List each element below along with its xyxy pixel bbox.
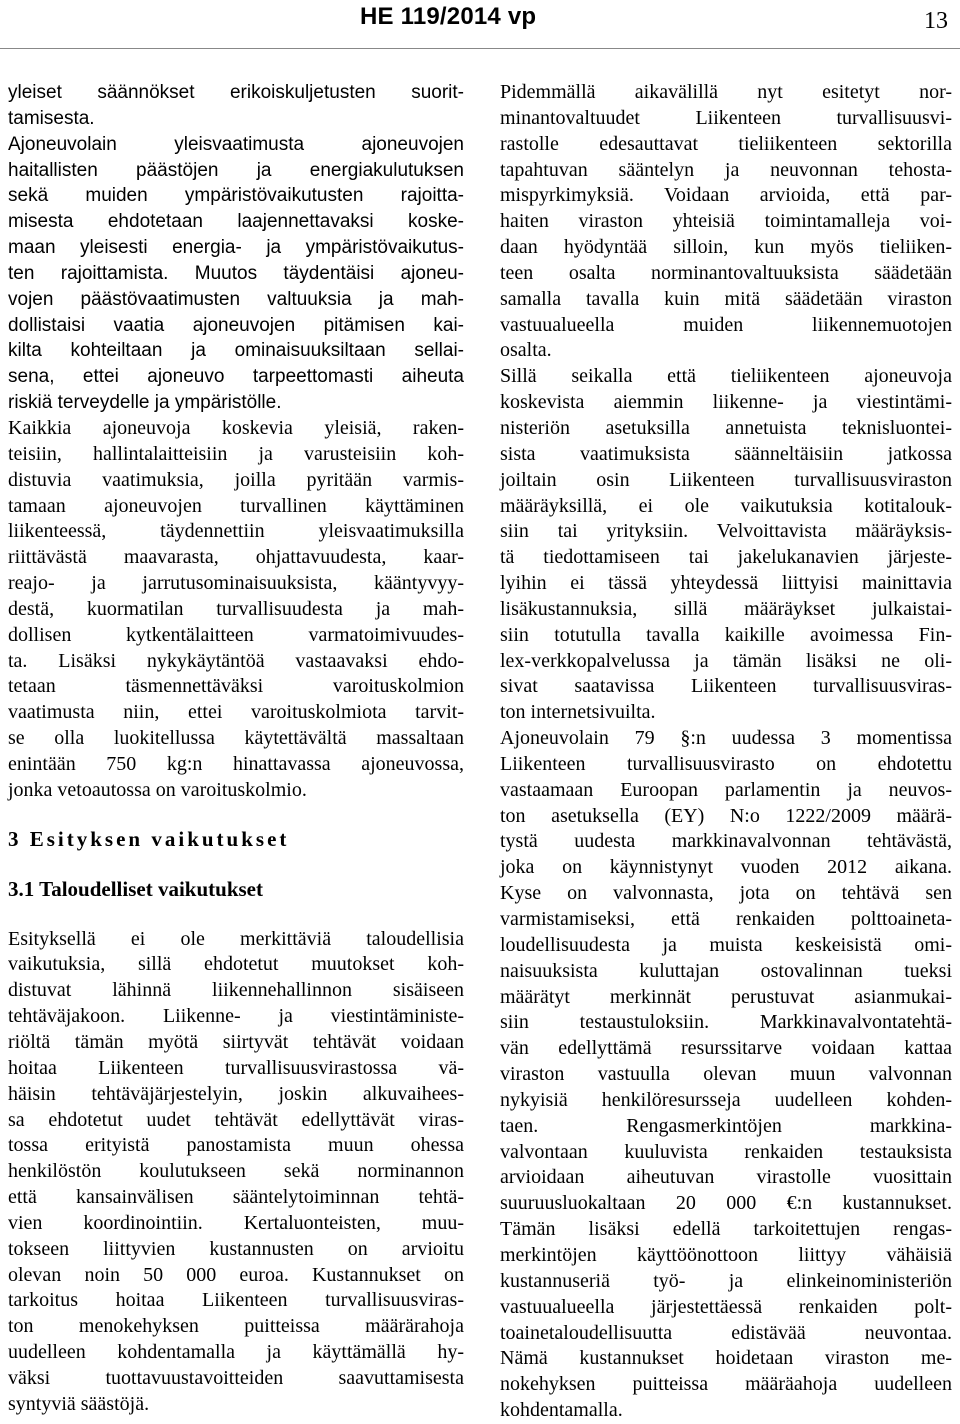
text-line: teen osalta norminantovaltuuksista säädetään	[500, 261, 952, 284]
text-line: Pidemmällä aikavälillä nyt esitetyt nor-	[500, 81, 952, 103]
right-column	[500, 80, 952, 1424]
text-line: distuvat lähinnä liikennehallinnon sisäiseen	[8, 979, 464, 1002]
header-rule	[0, 48, 960, 49]
paragraph-block-3	[8, 927, 464, 1418]
text-line: tetaan täsmennettäväksi varoituskolmion	[8, 675, 464, 698]
text-line: siin totutulla tavalla kaikille avoimessa Fin-	[500, 623, 952, 646]
text-line: arvioidaan aiheutuvan virastolle vuosittain	[500, 1166, 952, 1189]
text-line: sa ehdotetut uudet tehtävät edellyttävät viras-	[8, 1108, 464, 1131]
text-line: sekä muiden ympäristövaikutusten rajoitta-	[8, 185, 464, 207]
page-number: 13	[924, 8, 948, 34]
text-line: henkilöstön koulutukseen sekä norminannon	[8, 1160, 464, 1183]
text-line: kustannuseriä työ- ja elinkeinoministeriön	[500, 1269, 952, 1292]
text-line: ton asetuksella (EY) N:o 1222/2009 määrä-	[500, 804, 952, 827]
text-line: suuruusluokaltaan 20 000 €:n kustannukset.	[500, 1192, 952, 1215]
text-line: väksi tuottavuustavoitteiden saavuttamisesta	[8, 1366, 464, 1389]
text-line: joka on käynnistynyt vuoden 2012 aikana.	[500, 856, 952, 879]
text-line: riöltä tämän myötä siirtyvät tehtävät voidaan	[8, 1031, 464, 1053]
text-line: sena, ettei ajoneuvo tarpeettomasti aiheuta	[8, 366, 464, 388]
text-line: tapahtuvan sääntelyn ja neuvonnan tehosta-	[500, 158, 952, 181]
text-line: haitallisten päästöjen ja energiakulutuksen	[8, 159, 464, 181]
text-line: tehtäväjakoon. Liikenne- ja viestintäministe-	[8, 1005, 464, 1028]
text-line: osalta.	[500, 339, 552, 362]
text-line: haiten viraston yhteisiä toimintamalleja voi-	[500, 210, 952, 233]
paragraph-block-2	[8, 416, 464, 804]
text-line: vastaamaan Euroopan parlamentin ja neuvos-	[500, 778, 952, 801]
text-line: enintään 750 kg:n hinattavassa ajoneuvossa,	[8, 752, 464, 775]
document-id: HE 119/2014 vp	[360, 3, 537, 30]
text-line: Ajoneuvolain yleisvaatimusta ajoneuvojen	[8, 133, 464, 155]
text-line: Sillä seikalla että tieliikenteen ajoneuvoja	[500, 365, 952, 388]
text-line: taen. Rengasmerkintöjen markkina-	[500, 1114, 952, 1137]
text-line: vastuualueella järjestettäessä renkaiden polt-	[500, 1295, 952, 1318]
text-line: varmistamiseksi, että renkaiden polttoaineta-	[500, 908, 952, 930]
text-line: reajo- ja jarrutusominaisuuksista, kääntyvyy-	[8, 572, 464, 595]
text-line: distuvia vaatimuksia, joilla pyritään varmis-	[8, 468, 464, 491]
text-line: samalla tavalla kuin mitä säädetään viraston	[500, 287, 952, 310]
text-line: Tämän lisäksi edellä tarkoitettujen rengas-	[500, 1218, 952, 1241]
text-line: destä, kuormatilan turvallisuudesta ja mah-	[8, 597, 464, 620]
text-line: ten rajoittamista. Muutos täydentäisi ajoneu-	[8, 262, 464, 284]
subsection-heading: 3.1 Taloudelliset vaikutukset	[8, 876, 263, 901]
text-line: uudelleen kohdentamalla ja käyttämällä hy-	[8, 1341, 464, 1364]
text-line: sivat saatavissa Liikenteen turvallisuusviras-	[500, 675, 952, 698]
text-line: kilta kohteiltaan ja ominaisuuksiltaan sellai-	[8, 340, 464, 362]
text-line: lyihin ei tässä yhteydessä liittyisi mainittavia	[500, 572, 952, 595]
text-line: riskiä terveydelle ja ympäristölle.	[8, 392, 282, 414]
text-line: yleiset säännökset erikoiskuljetusten suorit-	[8, 82, 464, 103]
text-line: jonka vetoautossa on varoituskolmio.	[8, 778, 307, 801]
section-heading: 3 Esityksen vaikutukset	[8, 826, 290, 851]
text-line: vaikutuksia, sillä ehdotetut muutokset koh-	[8, 953, 464, 976]
text-line: dollistaisi vaatia ajoneuvojen pitämisen kai-	[8, 314, 464, 336]
text-line: ton internetsivuilta.	[500, 701, 656, 724]
text-line: Kyse on valvonnasta, jota on tehtävä sen	[500, 882, 952, 905]
text-line: se olla luokitellussa käytettävältä massaltaan	[8, 727, 464, 750]
text-line: Kaikkia ajoneuvoja koskevia yleisiä, raken-	[8, 416, 464, 439]
text-line: vastuualueella muiden liikennemuotojen	[500, 313, 952, 336]
text-line: mispyrkimyksiä. Voidaan arvioida, että par-	[500, 184, 952, 207]
text-line: tamaan ajoneuvojen turvallinen käyttäminen	[8, 494, 464, 517]
text-line: teisiin, hallintalaitteisiin ja varusteisiin koh-	[8, 442, 464, 465]
text-line: Nämä kustannukset hoidetaan viraston me-	[500, 1347, 952, 1370]
text-line: määrätyt merkinnät perustuvat asianmukai-	[500, 985, 952, 1008]
text-line: ta. Lisäksi nykykäytäntöä vastaavaksi ehdo-	[8, 649, 464, 672]
text-line: tarkoitus hoitaa Liikenteen turvallisuusviras-	[8, 1289, 464, 1312]
text-line: vän edellyttämä resurssitarve voidaan kattaa	[500, 1037, 952, 1060]
text-line: tä tiedottamiseen tai jakelukanavien järjeste-	[500, 546, 952, 569]
text-line: häisin tehtäväjärjestelyin, joskin alkuvaihees-	[8, 1082, 464, 1105]
text-line: nokehyksen puitteissa määräahoja uudelleen	[500, 1373, 952, 1396]
text-line: rastolle edesauttavat tieliikenteen sektorilla	[500, 132, 952, 155]
text-line: minantovaltuudet Liikenteen turvallisuusvi-	[500, 106, 952, 129]
text-line: syntyviä säästöjä.	[8, 1392, 150, 1415]
text-line: tokseen liittyvien kustannusten on arvioitu	[8, 1237, 464, 1260]
text-line: riittävästä maavarasta, ohjattavuudesta, kaar-	[8, 546, 464, 569]
text-line: sista vaatimuksista säänneltäisiin jatkossa	[500, 442, 952, 465]
text-line: määräyksillä, ei ole vaikutuksia kotitalouk-	[500, 494, 952, 517]
text-line: vien koordinointiin. Kertaluonteisten, muu-	[8, 1211, 464, 1234]
text-line: ton menokehyksen puitteissa määrärahoja	[8, 1315, 464, 1338]
text-line: viraston vastuulla olevan muun valvonnan	[500, 1063, 952, 1086]
text-line: hoitaa Liikenteen turvallisuusvirastossa vä-	[8, 1056, 464, 1079]
text-line: daan hyödyntää silloin, kun myös tieliiken-	[500, 236, 952, 259]
text-line: vojen päästövaatimusten valtuuksia ja mah-	[8, 288, 464, 310]
text-line: joiltain osin Liikenteen turvallisuusviraston	[500, 468, 952, 491]
text-line: toainetaloudellisuutta edistävää neuvontaa.	[500, 1321, 952, 1344]
text-line: nykyisiä henkilöresursseja uudelleen kohden-	[500, 1088, 952, 1111]
text-line: nisteriön asetuksilla annetuista teknisluontei-	[500, 416, 952, 439]
text-line: Liikenteen turvallisuusvirasto on ehdotettu	[500, 752, 952, 775]
text-line: liikenteessä, täydennettiin yleisvaatimuksilla	[8, 520, 464, 543]
text-line: siin tai yrityksiin. Velvoittavista määräyksis-	[500, 520, 952, 543]
text-line: dollisen kytkentälaitteen varmatoimivuudes-	[8, 623, 464, 646]
text-line: Ajoneuvolain 79 §:n uudessa 3 momentissa	[500, 727, 952, 750]
left-column	[8, 80, 464, 1418]
text-line: loudellisuudesta ja muista keskeisistä omi-	[500, 933, 952, 956]
text-line: siin testaustuloksiin. Markkinavalvontatehtä-	[500, 1011, 952, 1034]
text-line: maan yleisesti energia- ja ympäristövaikutus-	[8, 237, 464, 259]
text-line: valvontaan kuuluvista renkaiden testauksista	[500, 1140, 952, 1163]
text-line: olevan noin 50 000 euroa. Kustannukset on	[8, 1263, 464, 1286]
text-line: misesta ehdotetaan laajennettavaksi koske-	[8, 211, 464, 233]
text-line: tossa erityistä panostamista muun ohessa	[8, 1134, 464, 1157]
text-line: naisuuksista kuluttajan ostovalinnan tueksi	[500, 959, 952, 982]
text-line: lisäkustannuksia, sillä määräykset julkaistai-	[500, 597, 952, 620]
text-line: tystä uudesta markkinavalvonnan tehtävästä,	[500, 830, 952, 853]
text-line: koskevista aiemmin liikenne- ja viestintämi-	[500, 391, 952, 414]
text-line: Esityksellä ei ole merkittäviä taloudellisia	[8, 927, 464, 950]
text-line: lex-verkkopalvelussa ja tämän lisäksi ne oli-	[500, 649, 952, 672]
text-line: kohdentamalla.	[500, 1399, 623, 1422]
text-line: merkintöjen käyttöönottoon liittyy vähäisiä	[500, 1243, 952, 1266]
text-line: tamisesta.	[8, 107, 95, 129]
paragraph-block-1	[8, 80, 464, 416]
text-line: että kansainvälisen sääntelytoiminnan tehtä-	[8, 1186, 464, 1209]
text-line: vaatimusta niin, ettei varoituskolmiota tarvit-	[8, 701, 464, 724]
